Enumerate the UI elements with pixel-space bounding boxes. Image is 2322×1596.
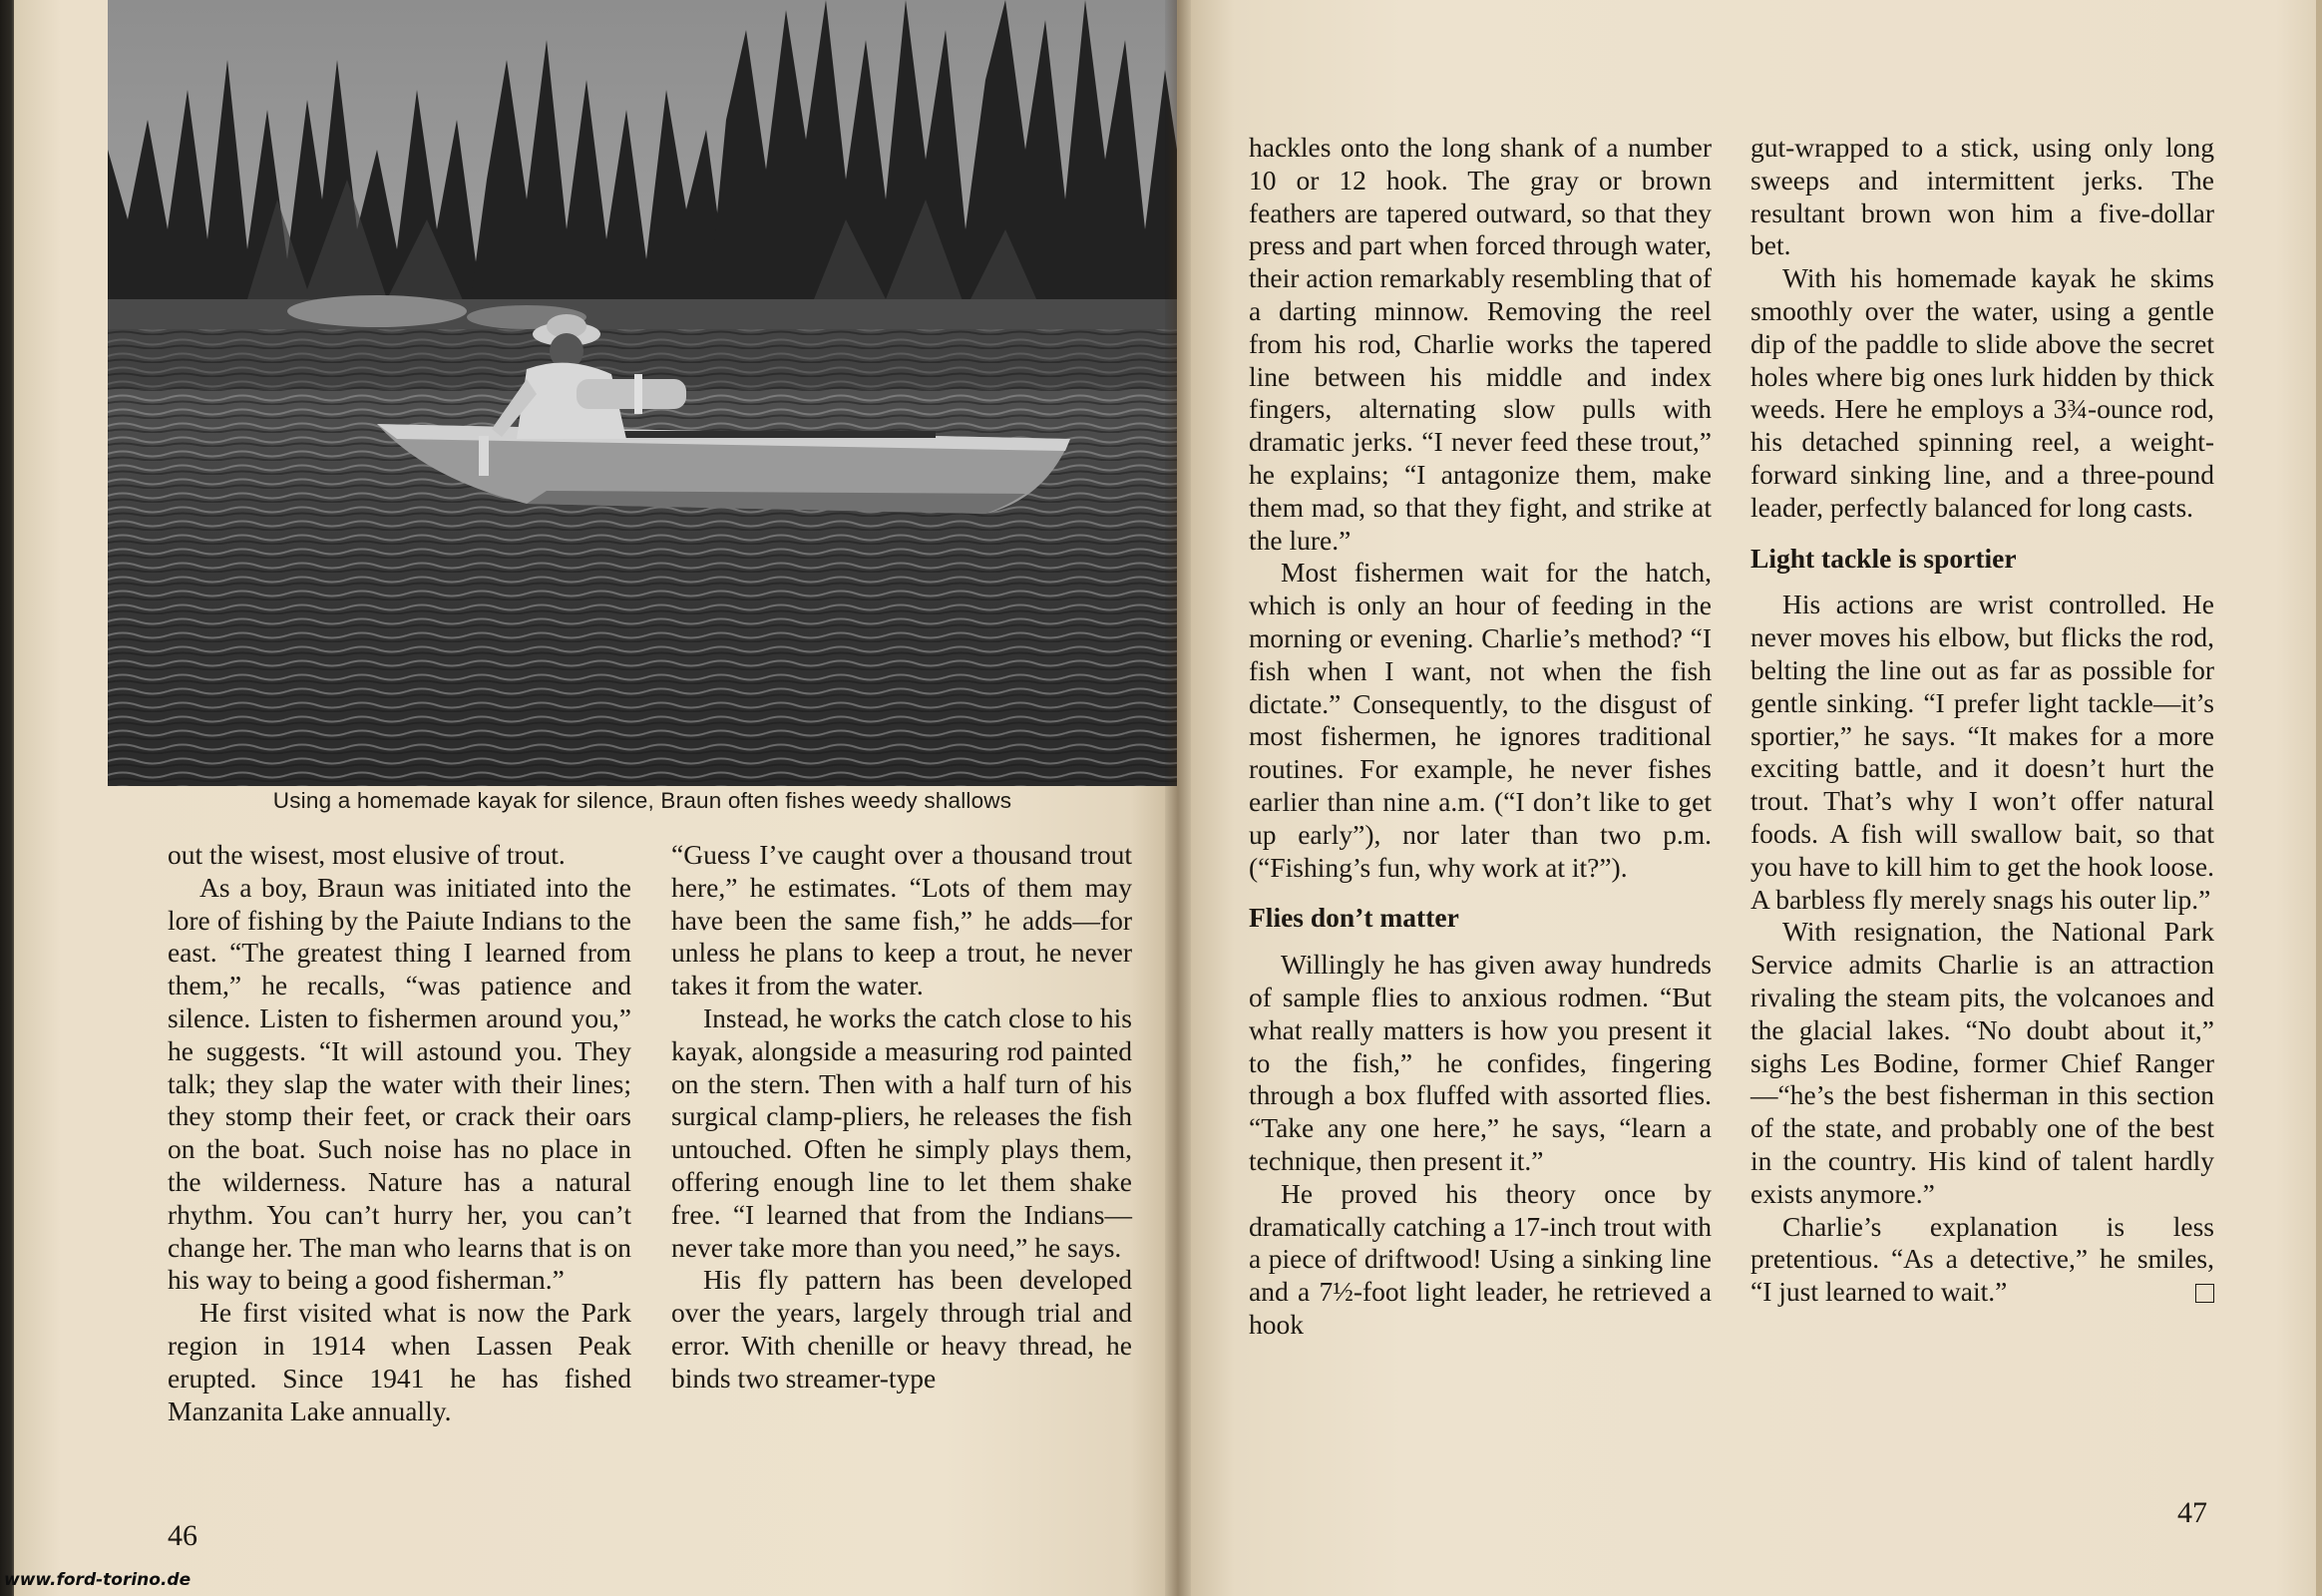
right-page-column-1 xyxy=(1249,132,1712,1342)
paragraph: With his homemade kayak he skims smoothly over the water, using a gentle dip of the paddle to slide above the secret holes where big ones lurk hidden by thick weeds. Here he employs a 3¾-ounce rod, his detached spinning reel, a weight-forward sinking line, and a three-pound leader, perfectly balanced for long casts. xyxy=(1750,262,2214,523)
paragraph: He first visited what is now the Park region in 1914 when Lassen Peak erupted. Since 1941 he has fished Manzanita Lake annually. xyxy=(168,1297,631,1426)
page-number-right: 47 xyxy=(2177,1496,2207,1529)
page-number-left: 46 xyxy=(168,1519,197,1552)
paragraph xyxy=(1750,1211,2214,1309)
left-page-column-2 xyxy=(671,839,1132,1396)
left-page-column-1 xyxy=(168,839,631,1427)
paragraph: As a boy, Braun was initiated into the lore of fishing by the Paiute Indians to the east. “The greatest thing I learned from them,” he recalls, “was patience and silence. Listen to fishermen around you,” he suggests. “It will astound you. They talk; they slap the water with their lines; they stomp their feet, or crack their oars on the boat. Such noise has no place in the wilderness. Nature has a natural rhythm. You can’t hurry her, you can’t change her. The man who learns that is on his way to being a good fisherman.” xyxy=(168,871,631,1296)
paragraph-text: Charlie’s explanation is less pretentious. “As a detective,” he smiles, “I just learned to wait.” xyxy=(1750,1210,2214,1308)
photo-caption: Using a homemade kayak for silence, Braun often fishes weedy shallows xyxy=(272,788,1012,813)
paragraph: His fly pattern has been developed over the years, largely through trial and error. With chenille or heavy thread, he binds two streamer-type xyxy=(671,1264,1132,1394)
right-page-column-2 xyxy=(1750,132,2214,1309)
paragraph: hackles onto the long shank of a number 10 or 12 hook. The gray or brown feathers are tapered outward, so that they press and part when forced through water, their action remarkably resembling that of a darting minnow. Removing the reel from his rod, Charlie works the tapered line between his middle and index fingers, alternating slow pulls with dramatic jerks. “I never feed these trout,” he explains; “I antagonize them, make them mad, so that they fight, and strike at the lure.” xyxy=(1249,132,1712,556)
paragraph: Most fishermen wait for the hatch, which is only an hour of feeding in the morning or evening. Charlie’s method? “I fish when I want, not when the fish dictate.” Consequently, to the disgust of most fishermen, he ignores traditional routines. For example, he never fishes earlier than nine a.m. (“I don’t like to get up early”), nor later than two p.m. (“Fishing’s fun, why work at it?”). xyxy=(1249,557,1712,883)
page-edge xyxy=(2316,0,2322,1596)
paragraph: He proved his theory once by dramatically catching a 17-inch trout with a piece of driftwood! Using a sinking line and a 7½-foot light leader, he retrieved a hook xyxy=(1249,1177,1712,1340)
paragraph: Willingly he has given away hundreds of sample flies to anxious rodmen. “But what really matters is how you present it to the fish,” he confides, fingering through a box fluffed with assorted flies. “Take any one here,” he says, “learn a technique, then present it.” xyxy=(1249,949,1712,1176)
paragraph: out the wisest, most elusive of trout. xyxy=(168,839,566,870)
paragraph: Instead, he works the catch close to his kayak, alongside a measuring rod painted on the stern. Then with a half turn of his surgical clamp-pliers, he releases the fish untouched. Often he simply plays them, offering enough line to let them shake free. “I learned that from the Indians—never take more than you need,” he says. xyxy=(671,1001,1132,1263)
section-heading: Light tackle is sportier xyxy=(1750,542,2017,574)
site-watermark: www.ford-torino.de xyxy=(4,1570,192,1590)
paragraph: With resignation, the National Park Service admits Charlie is an attraction rivaling the steam pits, the volcanoes and the glacial lakes. “No doubt about it,” sighs Les Bodine, former Chief Ranger—“he’s the best fisherman in this section of the state, and probably one of the best in the country. His kind of talent hardly exists anymore.” xyxy=(1750,916,2214,1209)
kayak-photo xyxy=(108,0,1177,786)
section-heading: Flies don’t matter xyxy=(1249,902,1459,934)
end-of-article-mark xyxy=(2195,1284,2214,1303)
paragraph: gut-wrapped to a stick, using only long sweeps and intermittent jerks. The resultant brown won him a five-dollar bet. xyxy=(1750,132,2214,261)
paragraph: “Guess I’ve caught over a thousand trout here,” he estimates. “Lots of them may have been the same fish,” he adds—for unless he plans to keep a trout, he never takes it from the water. xyxy=(671,839,1132,1001)
gutter-shadow xyxy=(1165,0,1191,1596)
paragraph: His actions are wrist controlled. He never moves his elbow, but flicks the rod, belting the line out as far as possible for gentle sinking. “I prefer light tackle—it’s sportier,” he says. “It makes for a more exciting battle, and it doesn’t hurt the trout. That’s why I won’t offer natural foods. A fish will swallow bait, so that you have to kill him to get the hook loose. A barbless fly merely snags his outer lip.” xyxy=(1750,589,2214,915)
